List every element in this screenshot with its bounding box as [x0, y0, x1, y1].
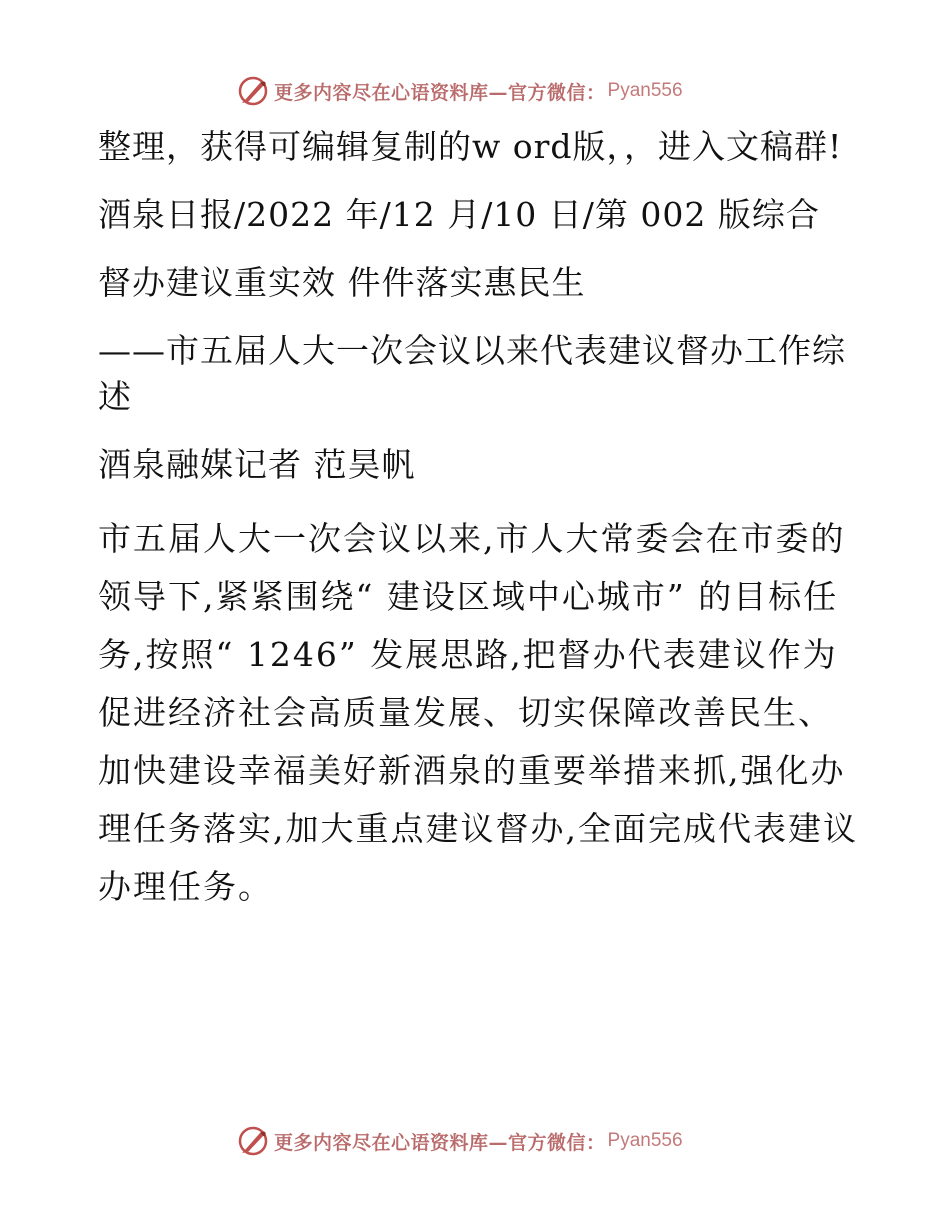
watermark-text: 更多内容尽在心语资料库—官方微信：: [274, 81, 606, 104]
feather-pen-logo-icon: [236, 74, 270, 108]
watermark-wechat-id: Pyan556: [607, 80, 683, 101]
document-body: [98, 124, 858, 916]
body-paragraph: 市五届人大一次会议以来,市人大常委会在市委的领导下,紧紧围绕“ 建设区域中心城市” 的目标任务,按照“ 1246” 发展思路,把督办代表建议作为促进经济社会高质量发展、切实保障改善民生、加快建设幸福美好新酒泉的重要举措来抓,强化办理任务落实,加大重点建议督办,全面完成代表建议办理任务。: [98, 519, 858, 906]
source-line: 酒泉日报/2022 年/12 月/10 日/第 002 版综合: [98, 195, 820, 234]
intro-paragraph: 整理，获得可编辑复制的w ord版，，进入文稿群!: [98, 127, 843, 166]
article-subtitle: ——市五届人大一次会议以来代表建议督办工作综述: [98, 331, 846, 416]
byline: 酒泉融媒记者 范昊帆: [98, 445, 416, 484]
footer-watermark: [236, 1124, 683, 1158]
watermark-text: 更多内容尽在心语资料库—官方微信：: [274, 1131, 606, 1154]
article-title: 督办建议重实效 件件落实惠民生: [98, 263, 586, 302]
feather-pen-logo-icon: [236, 1124, 270, 1158]
watermark-wechat-id: Pyan556: [607, 1130, 683, 1151]
header-watermark: [236, 74, 683, 108]
